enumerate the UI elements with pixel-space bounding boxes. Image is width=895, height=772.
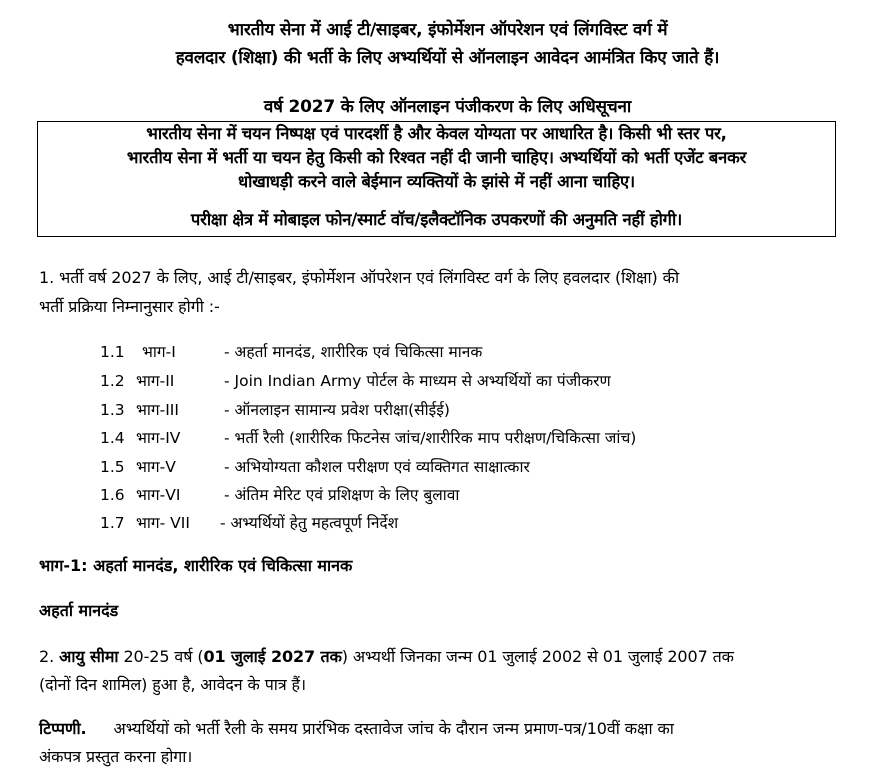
- item-part: भाग-II: [136, 372, 175, 390]
- item-number: 1.1: [100, 343, 125, 361]
- item-part: भाग- VII: [136, 514, 190, 532]
- notice-line-4: परीक्षा क्षेत्र में मोबाइल फोन/स्मार्ट वॉच/इलैक्टॉनिक उपकरणों की अनुमति नहीं होगी।: [190, 210, 683, 229]
- section-1-line-1: 1. भर्ती वर्ष 2027 के लिए, आई टी/साइबर, इंफोर्मेशन ऑपरेशन एवं लिंगविस्ट वर्ग के लिए हवलदार (शिक्षा) की: [39, 268, 680, 287]
- note-line-1: [39, 715, 674, 743]
- notice-line-2: भारतीय सेना में भर्ती या चयन हेतु किसी को रिश्वत नहीं दी जानी चाहिए। अभ्यर्थियों को भर्ती एजेंट बनकर: [126, 148, 747, 167]
- note-text: अभ्यर्थियों को भर्ती रैली के समय प्रारंभिक दस्तावेज जांच के दौरान जन्म प्रमाण-पत्र/10वीं कक्षा का: [113, 719, 674, 738]
- item-description: - अहर्ता मानदंड, शारीरिक एवं चिकित्सा मानक: [224, 343, 483, 361]
- title-line-1: भारतीय सेना में आई टी/साइबर, इंफोर्मेशन ऑपरेशन एवं लिंगविस्ट वर्ग में: [227, 20, 668, 40]
- age-limit-line-2: (दोनों दिन शामिल) हुआ है, आवेदन के पात्र हैं।: [39, 675, 306, 694]
- item-part: भाग-III: [136, 401, 179, 419]
- item-part: भाग-VI: [136, 486, 181, 504]
- part-1-heading: भाग-1: अहर्ता मानदंड, शारीरिक एवं चिकित्सा मानक: [39, 556, 353, 575]
- item-description: - Join Indian Army पोर्टल के माध्यम से अभ्यर्थियों का पंजीकरण: [224, 372, 611, 390]
- notice-line-1: भारतीय सेना में चयन निष्पक्ष एवं पारदर्शी है और केवल योग्यता पर आधारित है। किसी भी स्तर पर,: [146, 124, 727, 143]
- age-limit-label: आयु सीमा: [59, 647, 119, 666]
- item-part: भाग-IV: [136, 429, 181, 447]
- age-limit-line-1: [39, 643, 734, 671]
- title-line-2: हवलदार (शिक्षा) की भर्ती के लिए अभ्यर्थियों से ऑनलाइन आवेदन आमंत्रित किए जाते हैं।: [175, 48, 720, 68]
- item-description: - ऑनलाइन सामान्य प्रवेश परीक्षा(सीईई): [224, 401, 450, 419]
- item-number: 1.3: [100, 401, 125, 419]
- warning-notice-box: [37, 121, 836, 237]
- item-number: 1.7: [100, 514, 125, 532]
- item-number: 1.4: [100, 429, 125, 447]
- age-cutoff-date: 01 जुलाई 2027 तक: [203, 647, 342, 666]
- note-line-2: अंकपत्र प्रस्तुत करना होगा।: [39, 747, 193, 766]
- item-number: 1.5: [100, 458, 125, 476]
- item-description: - भर्ती रैली (शारीरिक फिटनेस जांच/शारीरिक माप परीक्षण/चिकित्सा जांच): [224, 429, 637, 447]
- item-number: 1.2: [100, 372, 125, 390]
- item-description: - अंतिम मेरिट एवं प्रशिक्षण के लिए बुलावा: [224, 486, 460, 504]
- age-limit-detail: ) अभ्यर्थी जिनका जन्म 01 जुलाई 2002 से 01 जुलाई 2007 तक: [341, 647, 734, 666]
- eligibility-heading: अहर्ता मानदंड: [39, 601, 119, 620]
- notification-subtitle: वर्ष 2027 के लिए ऑनलाइन पंजीकरण के लिए अधिसूचना: [263, 97, 632, 117]
- age-range: 20-25 वर्ष (: [123, 647, 204, 666]
- item-part: भाग-V: [136, 458, 176, 476]
- section-1-line-2: भर्ती प्रक्रिया निम्नानुसार होगी :-: [39, 297, 220, 316]
- note-label: टिप्पणी.: [39, 719, 87, 738]
- item-number: 1.6: [100, 486, 125, 504]
- item-description: - अभियोग्यता कौशल परीक्षण एवं व्यक्तिगत साक्षात्कार: [224, 458, 530, 476]
- notice-line-3: धोखाधड़ी करने वाले बेईमान व्यक्तियों के झांसे में नहीं आना चाहिए।: [238, 172, 635, 191]
- section-2-number: 2.: [39, 647, 55, 666]
- item-part: भाग-I: [142, 343, 176, 361]
- item-description: - अभ्यर्थियों हेतु महत्वपूर्ण निर्देश: [220, 514, 399, 532]
